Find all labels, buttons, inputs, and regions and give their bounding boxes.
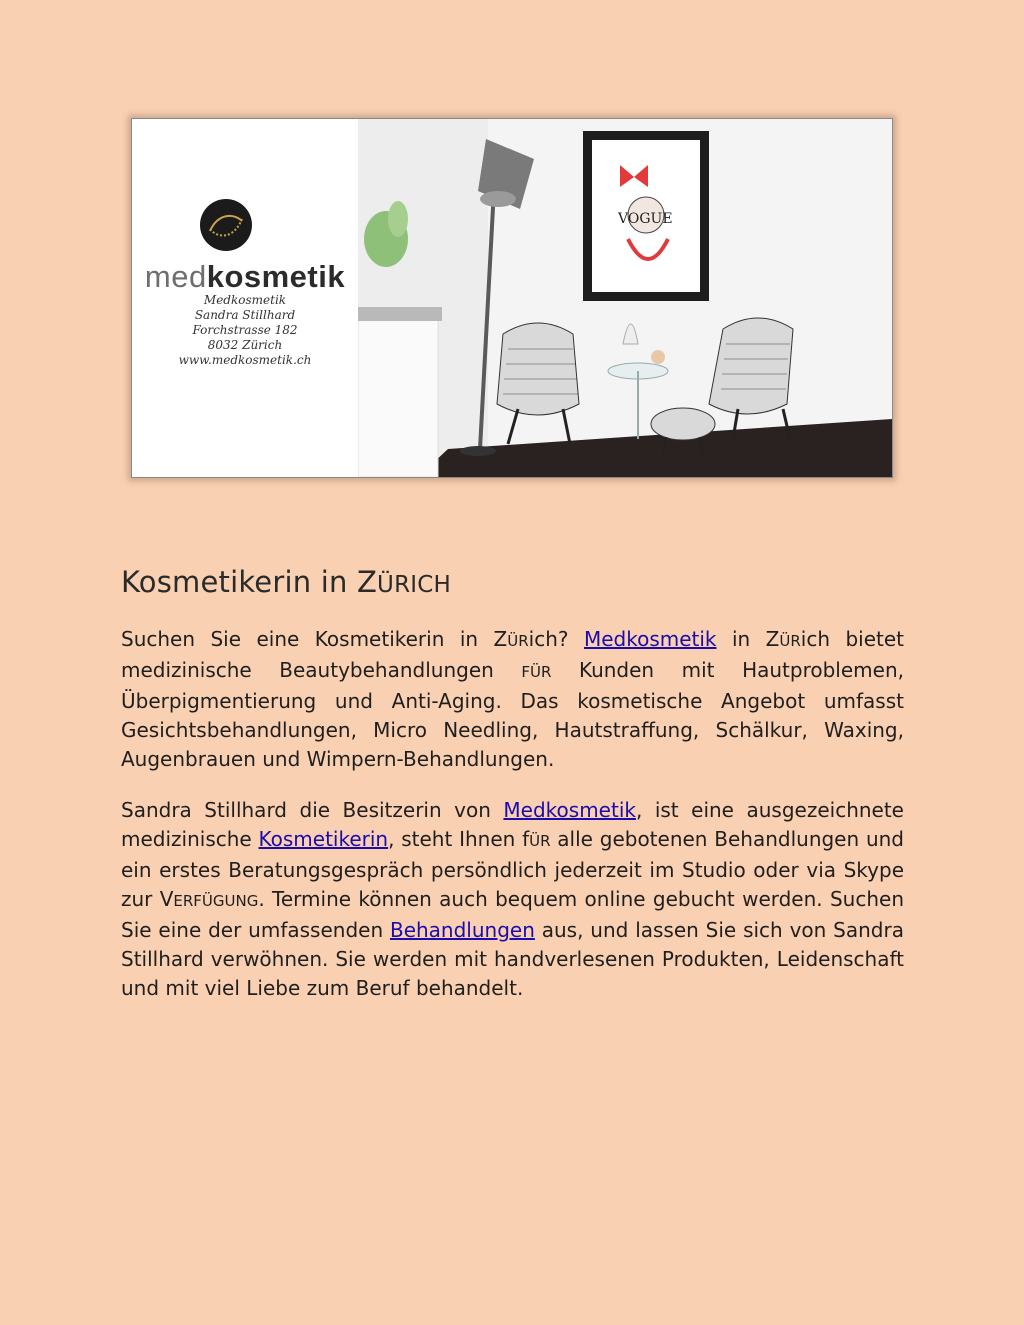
brand-light: med (144, 259, 207, 294)
intro-paragraph (121, 625, 904, 774)
brand-bold: kosmetik (206, 259, 346, 294)
text: Suchen Sie eine Kosmetikerin in Z (121, 627, 508, 651)
logo-panel (132, 119, 358, 477)
text: , ist eine ausgezeichnete medizinische (121, 798, 904, 851)
page-title (121, 565, 904, 599)
title-text: Kosmetikerin in Z (121, 565, 378, 599)
text-smallcaps: FÜR (521, 663, 552, 681)
hero-banner-image (131, 118, 893, 478)
text-smallcaps: ÜR (507, 632, 529, 650)
address-line: Sandra Stillhard (194, 308, 296, 322)
title-smallcaps: ÜRICH (377, 572, 451, 598)
medkosmetik-link[interactable]: Medkosmetik (503, 798, 636, 822)
text: aus, und lassen Sie sich von Sandra Stillhard verwöhnen. Sie werden mit handverlesenen Produkten, Leidenschaft und mit viel Liebe zum Beruf behandelt. (121, 918, 904, 1000)
about-paragraph (121, 796, 904, 1003)
text: Sandra Stillhard die Besitzerin von (121, 798, 504, 822)
text: in Z (716, 627, 780, 651)
poster-text: VOGUE (618, 211, 673, 227)
text: alle gebotenen Behandlungen und ein erstes Beratungsgespräch persöndlich jederzeit im Studio oder via Skype zur V (121, 827, 904, 911)
address-line: Medkosmetik (203, 293, 287, 307)
text-smallcaps: ERFÜGUNG (173, 892, 259, 910)
medkosmetik-link[interactable]: Medkosmetik (583, 627, 717, 651)
text: , steht Ihnen f (388, 827, 530, 851)
address-line: Forchstrasse 182 (192, 323, 298, 337)
behandlungen-link[interactable]: Behandlungen (389, 918, 535, 942)
text: ich bietet medizinische Beautybehandlungen (121, 627, 905, 682)
text: ich? (528, 627, 584, 651)
studio-photo (358, 119, 892, 477)
text-smallcaps: ÜR (779, 632, 801, 650)
address-line: www.medkosmetik.ch (178, 353, 312, 367)
brand-wordmark (132, 259, 358, 295)
text: . Termine können auch bequem online gebucht werden. Suchen Sie eine der umfassenden (121, 887, 904, 942)
kosmetikerin-link[interactable]: Kosmetikerin (258, 827, 389, 851)
address-block (132, 293, 358, 368)
medkosmetik-logo-icon (200, 199, 252, 251)
address-line: 8032 Zürich (207, 338, 283, 352)
text: Kunden mit Hautproblemen, Überpigmentierung und Anti-Aging. Das kosmetische Angebot umfasst Gesichtsbehandlungen, Micro Needling, Hautstraffung, Schälkur, Waxing, Augenbrauen und Wimpern-Behandlungen. (121, 658, 904, 771)
text-smallcaps: ÜR (529, 832, 551, 850)
article (121, 565, 904, 1025)
